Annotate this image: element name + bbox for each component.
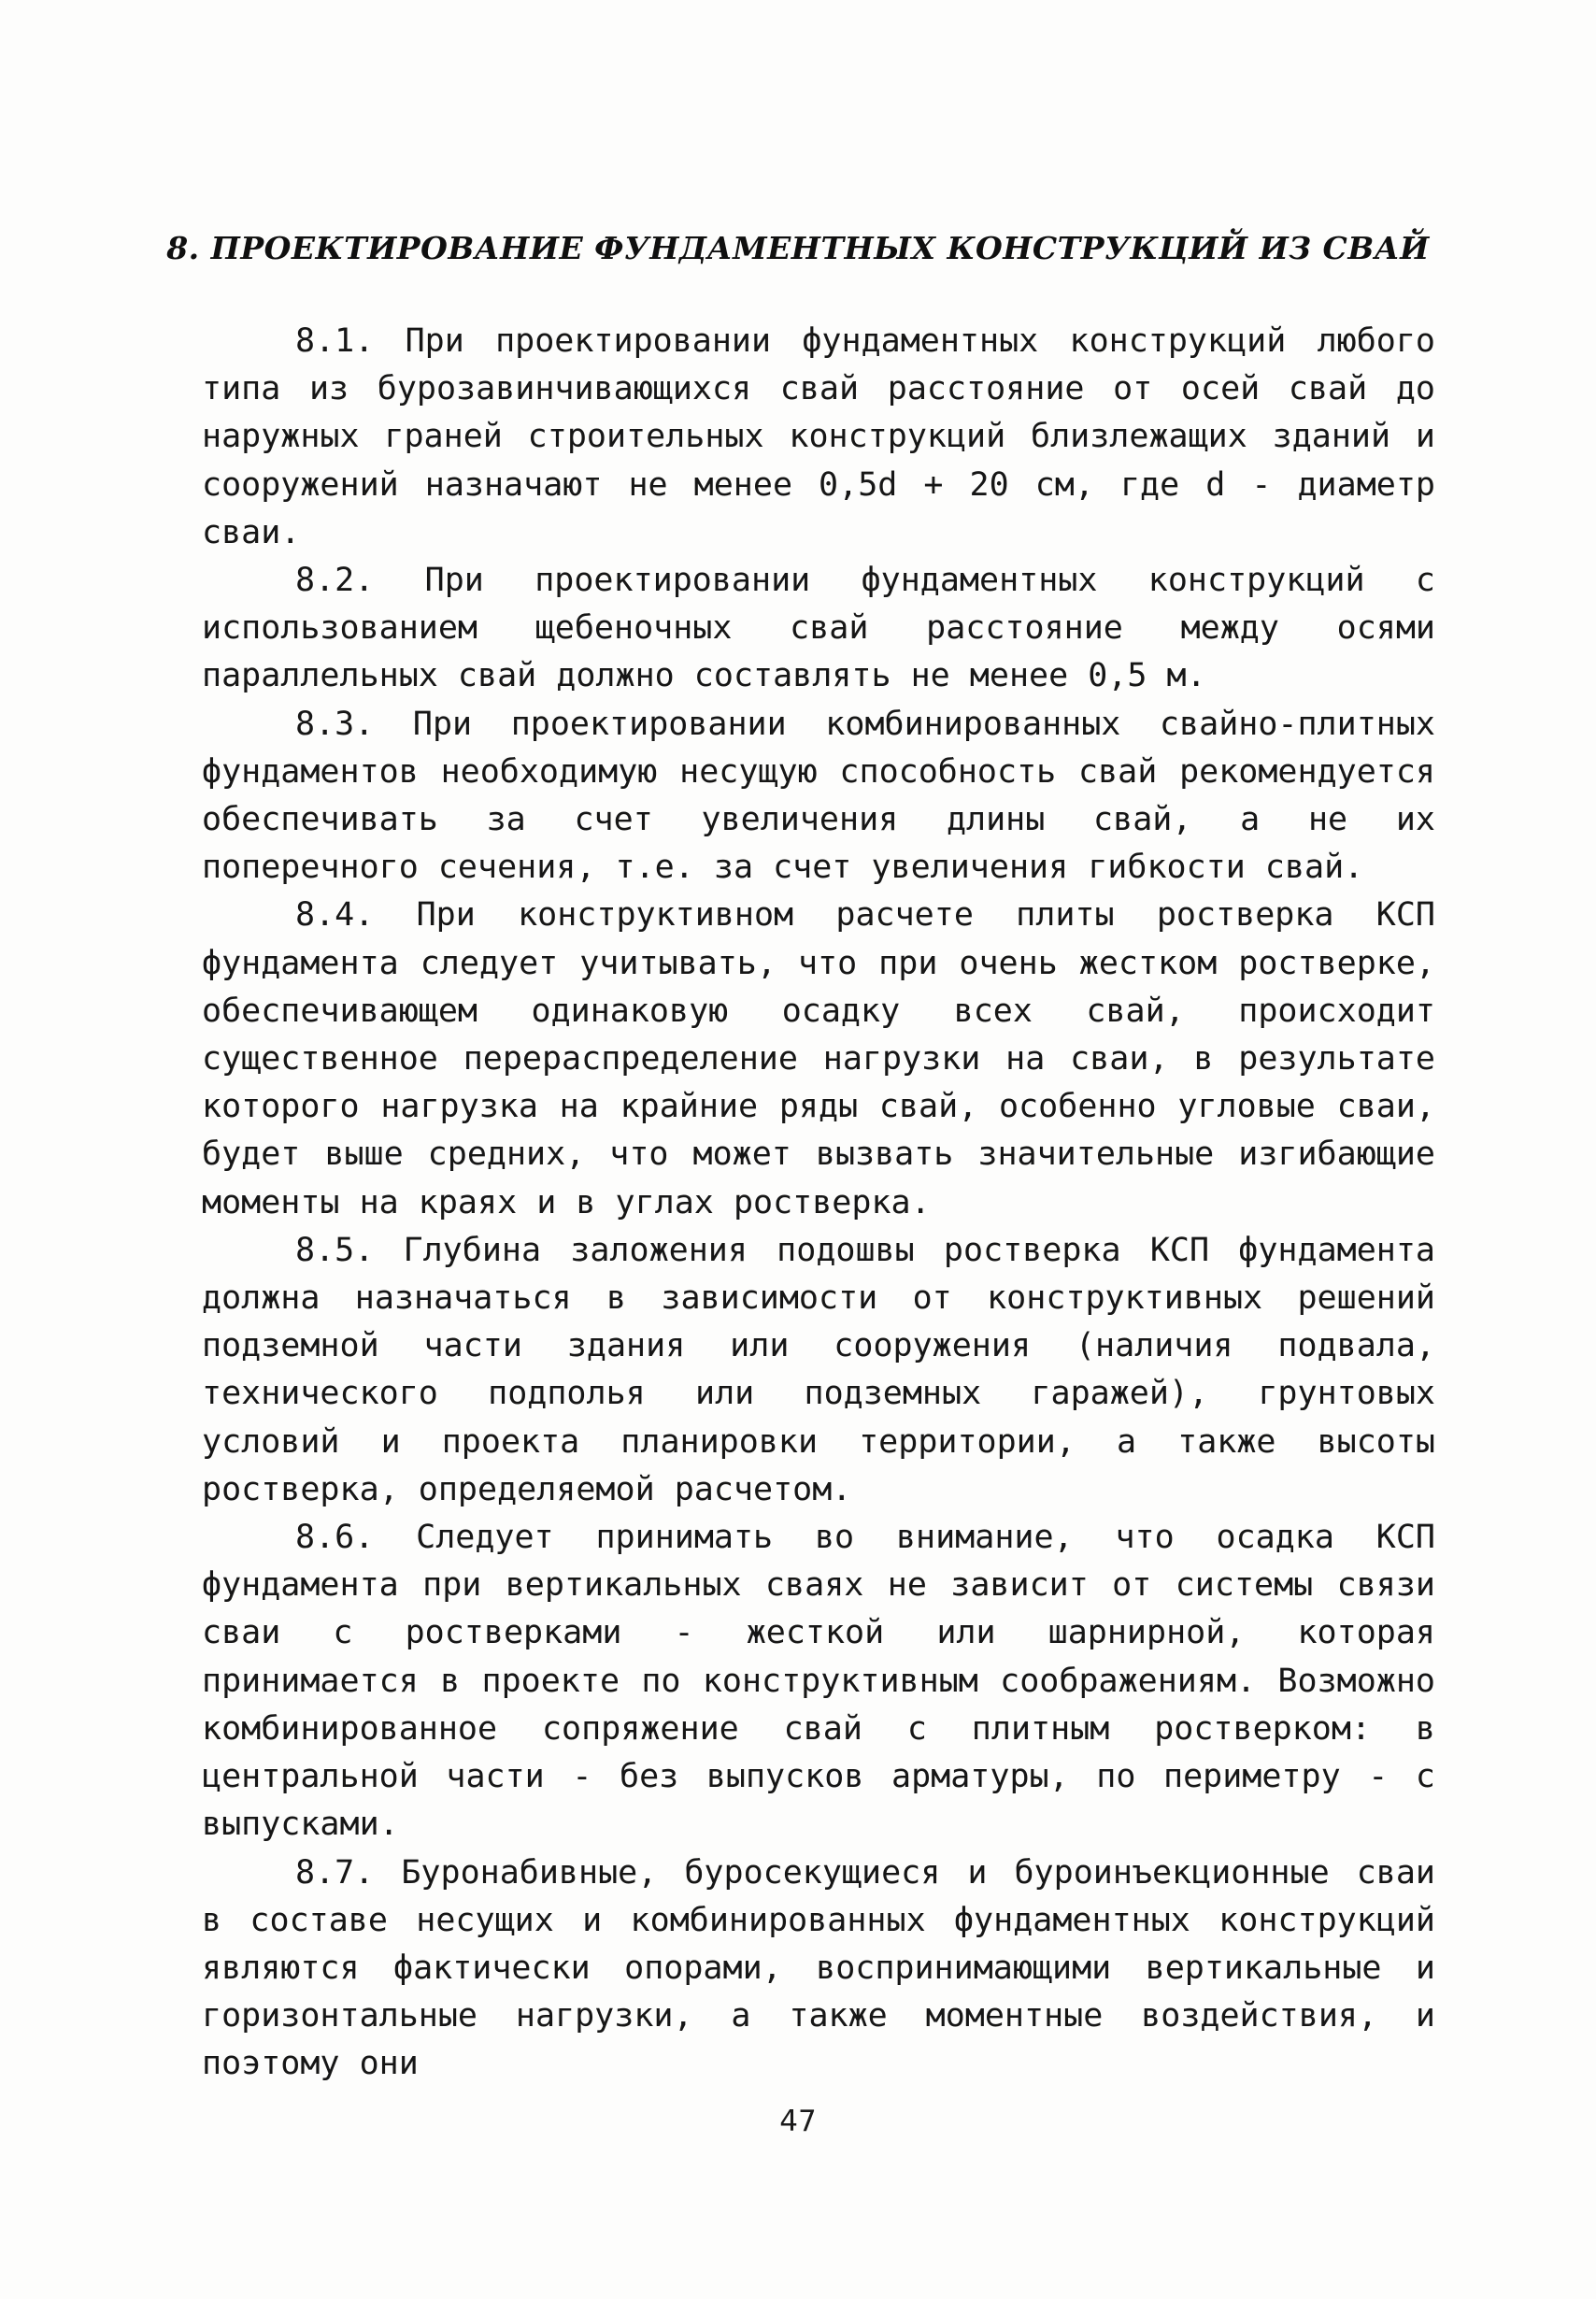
paragraph-8-2: 8.2. При проектировании фундаментных конструкций с использованием щебеночных свай расстояние между осями параллельных свай должно составлять не менее 0,5 м. xyxy=(202,562,1435,695)
paragraph-8-6: 8.6. Следует принимать во внимание, что осадка КСП фундамента при вертикальных сваях не зависит от системы связи сваи с ростверками - жесткой или шарнирной, которая принимается в проекте по конструктивным соображениям. Возможно комбинированное сопряжение свай с плитным ростверком: в центральной части - без выпусков арматуры, по периметру - с выпусками. xyxy=(202,1519,1435,1844)
paragraph-8-7: 8.7. Буронабивные, буросекущиеся и буроинъекционные сваи в составе несущих и комбинированных фундаментных конструкций являются фактически опорами, воспринимающими вертикальные и горизонтальные нагрузки, а также моментные воздействия, и поэтому они xyxy=(202,1853,1435,2083)
paragraph-8-5: 8.5. Глубина заложения подошвы ростверка КСП фундамента должна назначаться в зависимости от конструктивных решений подземной части здания или сооружения (наличия подвала, технического подполья или подземных гаражей), грунтовых условий и проекта планировки территории, а также высоты ростверка, определяемой расчетом. xyxy=(202,1231,1435,1508)
section-heading: 8. ПРОЕКТИРОВАНИЕ ФУНДАМЕНТНЫХ КОНСТРУКЦИЙ ИЗ СВАЙ xyxy=(166,230,1430,266)
paragraph-8-1: 8.1. При проектировании фундаментных конструкций любого типа из бурозавинчивающихся свай расстояние от осей свай до наружных граней строительных конструкций близлежащих зданий и сооружений назначают не менее 0,5d + 20 см, где d - диаметр сваи. xyxy=(202,322,1435,551)
section-body xyxy=(202,318,1435,2089)
paragraph-8-3: 8.3. При проектировании комбинированных свайно-плитных фундаментов необходимую несущую способность свай рекомендуется обеспечивать за счет увеличения длины свай, а не их поперечного сечения, т.е. за счет увеличения гибкости свай. xyxy=(202,705,1435,887)
page-number: 47 xyxy=(779,2105,817,2138)
paragraph-8-4: 8.4. При конструктивном расчете плиты ростверка КСП фундамента следует учитывать, что при очень жестком ростверке, обеспечивающем одинаковую осадку всех свай, происходит существенное перераспределение нагрузки на сваи, в результате которого нагрузка на крайние ряды свай, особенно угловые сваи, будет выше средних, что может вызвать значительные изгибающие моменты на краях и в углах ростверка. xyxy=(202,896,1435,1221)
